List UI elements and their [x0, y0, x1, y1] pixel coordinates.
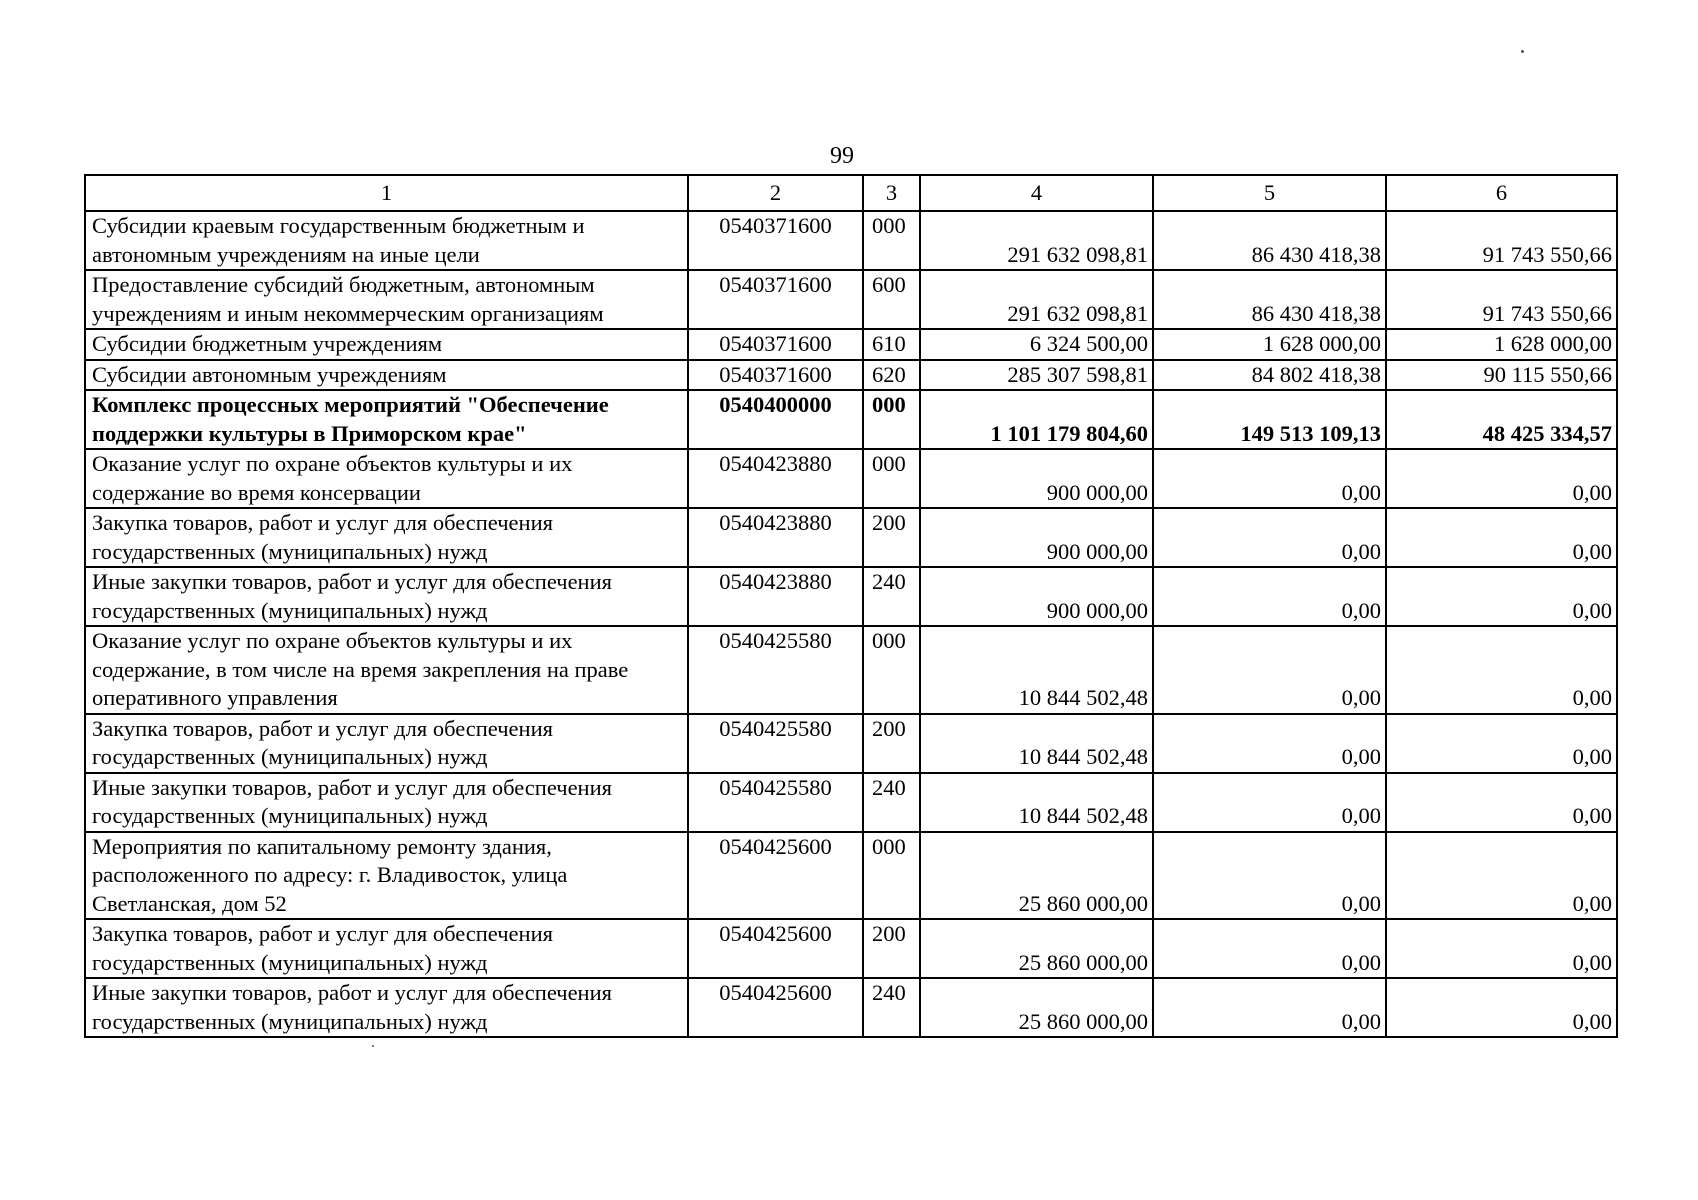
row-name-cell: Оказание услуг по охране объектов культуры и их содержание, в том числе на время закрепления на праве оперативного управления [85, 626, 688, 714]
row-value-col6-cell: 0,00 [1386, 714, 1617, 773]
row-value-col5-cell: 149 513 109,13 [1153, 390, 1386, 449]
row-value-col6-cell: 48 425 334,57 [1386, 390, 1617, 449]
row-value-col5-cell: 84 802 418,38 [1153, 360, 1386, 391]
row-value-col6-cell: 0,00 [1386, 773, 1617, 832]
row-code-cell: 0540423880 [688, 449, 863, 508]
row-name-cell: Субсидии бюджетным учреждениям [85, 329, 688, 360]
row-value-col5-cell: 1 628 000,00 [1153, 329, 1386, 360]
row-code-cell: 0540400000 [688, 390, 863, 449]
row-name-cell: Оказание услуг по охране объектов культуры и их содержание во время консервации [85, 449, 688, 508]
row-value-col5-cell: 0,00 [1153, 508, 1386, 567]
row-value-col5-cell: 0,00 [1153, 978, 1386, 1037]
table-row [85, 978, 1617, 1037]
row-kvr-cell: 200 [863, 714, 920, 773]
page-number: 99 [830, 143, 854, 169]
row-value-col4-cell: 10 844 502,48 [920, 773, 1153, 832]
row-kvr-cell: 240 [863, 978, 920, 1037]
row-value-col5-cell: 0,00 [1153, 832, 1386, 920]
row-name-cell: Иные закупки товаров, работ и услуг для обеспечения государственных (муниципальных) нужд [85, 773, 688, 832]
row-name-cell: Субсидии автономным учреждениям [85, 360, 688, 391]
row-value-col4-cell: 10 844 502,48 [920, 714, 1153, 773]
row-code-cell: 0540425580 [688, 626, 863, 714]
row-code-cell: 0540371600 [688, 211, 863, 270]
row-value-col4-cell: 291 632 098,81 [920, 211, 1153, 270]
row-name-cell: Закупка товаров, работ и услуг для обеспечения государственных (муниципальных) нужд [85, 919, 688, 978]
row-name-cell: Закупка товаров, работ и услуг для обеспечения государственных (муниципальных) нужд [85, 714, 688, 773]
row-kvr-cell: 000 [863, 390, 920, 449]
table-row [85, 832, 1617, 920]
scan-speck [1521, 50, 1524, 53]
row-value-col5-cell: 0,00 [1153, 449, 1386, 508]
row-kvr-cell: 200 [863, 508, 920, 567]
budget-table [84, 174, 1618, 1038]
row-value-col6-cell: 1 628 000,00 [1386, 329, 1617, 360]
table-row [85, 626, 1617, 714]
scan-speck [372, 1045, 374, 1047]
row-name-cell: Мероприятия по капитальному ремонту здания, расположенного по адресу: г. Владивосток, улица Светланская, дом 52 [85, 832, 688, 920]
table-row [85, 211, 1617, 270]
table-row [85, 508, 1617, 567]
row-kvr-cell: 610 [863, 329, 920, 360]
row-kvr-cell: 620 [863, 360, 920, 391]
header-cell-5: 5 [1153, 175, 1386, 211]
header-cell-6: 6 [1386, 175, 1617, 211]
row-value-col5-cell: 0,00 [1153, 919, 1386, 978]
table-row [85, 270, 1617, 329]
row-kvr-cell: 600 [863, 270, 920, 329]
header-cell-2: 2 [688, 175, 863, 211]
row-code-cell: 0540371600 [688, 329, 863, 360]
row-name-cell: Комплекс процессных мероприятий "Обеспечение поддержки культуры в Приморском крае" [85, 390, 688, 449]
table-row [85, 919, 1617, 978]
row-name-cell: Иные закупки товаров, работ и услуг для обеспечения государственных (муниципальных) нужд [85, 978, 688, 1037]
row-value-col5-cell: 86 430 418,38 [1153, 270, 1386, 329]
row-value-col6-cell: 0,00 [1386, 832, 1617, 920]
row-value-col4-cell: 900 000,00 [920, 508, 1153, 567]
row-value-col6-cell: 0,00 [1386, 567, 1617, 626]
row-value-col4-cell: 25 860 000,00 [920, 978, 1153, 1037]
row-code-cell: 0540425600 [688, 978, 863, 1037]
row-value-col4-cell: 285 307 598,81 [920, 360, 1153, 391]
row-code-cell: 0540425580 [688, 773, 863, 832]
row-code-cell: 0540425580 [688, 714, 863, 773]
row-kvr-cell: 000 [863, 449, 920, 508]
row-value-col5-cell: 86 430 418,38 [1153, 211, 1386, 270]
row-name-cell: Иные закупки товаров, работ и услуг для обеспечения государственных (муниципальных) нужд [85, 567, 688, 626]
row-value-col5-cell: 0,00 [1153, 626, 1386, 714]
row-value-col4-cell: 900 000,00 [920, 567, 1153, 626]
row-value-col6-cell: 0,00 [1386, 508, 1617, 567]
header-cell-4: 4 [920, 175, 1153, 211]
row-value-col6-cell: 91 743 550,66 [1386, 270, 1617, 329]
row-name-cell: Закупка товаров, работ и услуг для обеспечения государственных (муниципальных) нужд [85, 508, 688, 567]
table-row [85, 567, 1617, 626]
table-row [85, 360, 1617, 391]
table-body [85, 175, 1617, 1037]
row-value-col5-cell: 0,00 [1153, 567, 1386, 626]
row-kvr-cell: 240 [863, 567, 920, 626]
row-value-col4-cell: 900 000,00 [920, 449, 1153, 508]
row-kvr-cell: 200 [863, 919, 920, 978]
row-value-col6-cell: 90 115 550,66 [1386, 360, 1617, 391]
row-value-col6-cell: 0,00 [1386, 978, 1617, 1037]
row-value-col4-cell: 291 632 098,81 [920, 270, 1153, 329]
row-kvr-cell: 240 [863, 773, 920, 832]
table-row [85, 329, 1617, 360]
row-code-cell: 0540425600 [688, 832, 863, 920]
row-value-col4-cell: 6 324 500,00 [920, 329, 1153, 360]
row-code-cell: 0540371600 [688, 360, 863, 391]
table-header-row [85, 175, 1617, 211]
row-value-col6-cell: 91 743 550,66 [1386, 211, 1617, 270]
row-value-col5-cell: 0,00 [1153, 714, 1386, 773]
row-name-cell: Предоставление субсидий бюджетным, автономным учреждениям и иным некоммерческим организациям [85, 270, 688, 329]
row-code-cell: 0540425600 [688, 919, 863, 978]
row-value-col6-cell: 0,00 [1386, 626, 1617, 714]
row-code-cell: 0540371600 [688, 270, 863, 329]
row-value-col4-cell: 1 101 179 804,60 [920, 390, 1153, 449]
table-row [85, 390, 1617, 449]
table-row [85, 714, 1617, 773]
row-value-col4-cell: 25 860 000,00 [920, 832, 1153, 920]
row-value-col5-cell: 0,00 [1153, 773, 1386, 832]
row-value-col6-cell: 0,00 [1386, 919, 1617, 978]
row-value-col6-cell: 0,00 [1386, 449, 1617, 508]
row-kvr-cell: 000 [863, 832, 920, 920]
row-name-cell: Субсидии краевым государственным бюджетным и автономным учреждениям на иные цели [85, 211, 688, 270]
table-row [85, 773, 1617, 832]
row-kvr-cell: 000 [863, 626, 920, 714]
row-code-cell: 0540423880 [688, 508, 863, 567]
row-code-cell: 0540423880 [688, 567, 863, 626]
row-value-col4-cell: 10 844 502,48 [920, 626, 1153, 714]
table-row [85, 449, 1617, 508]
header-cell-1: 1 [85, 175, 688, 211]
header-cell-3: 3 [863, 175, 920, 211]
row-kvr-cell: 000 [863, 211, 920, 270]
row-value-col4-cell: 25 860 000,00 [920, 919, 1153, 978]
